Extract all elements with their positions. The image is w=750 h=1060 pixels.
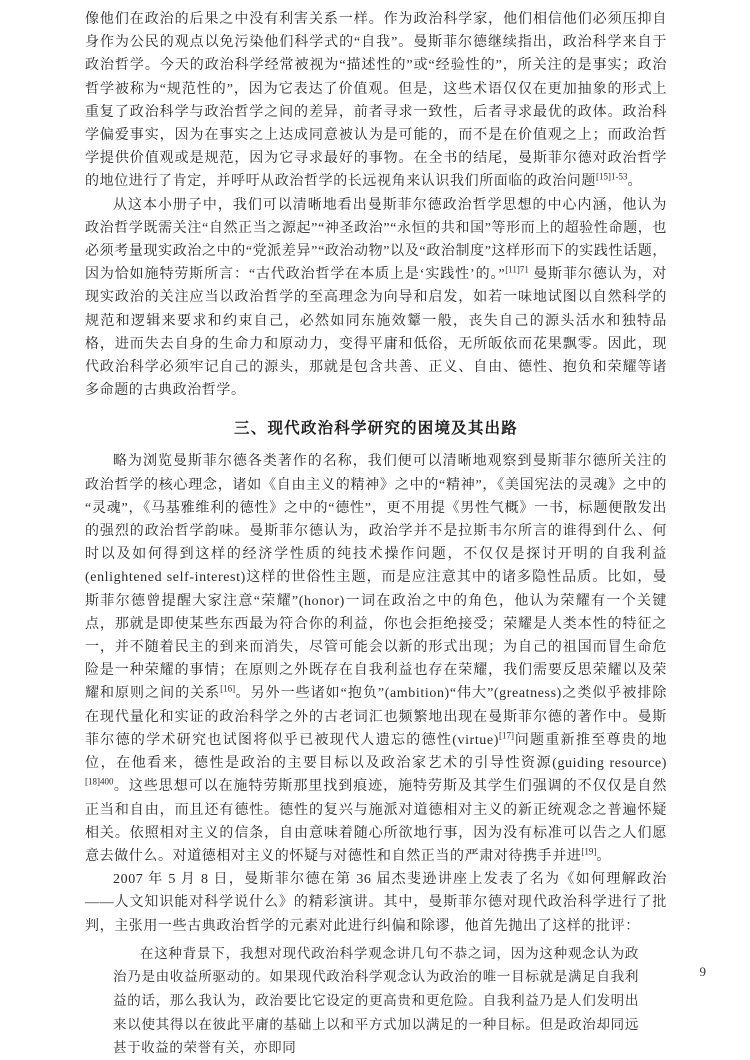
text-run: 略为浏览曼斯菲尔德各类著作的名称，我们便可以清晰地观察到曼斯菲尔德所关注的政治哲学的核心理念，诸如《自由主义的精神》之中的“精神”，《美国宪法的灵魂》之中的“灵魂”，《马基雅维利的德性》之中的“德性”，更不用提《男性气概》一书，标题便散发出的强烈的政治哲学韵味。曼斯菲尔德认为，政治学并不是拉斯韦尔所言的谁得到什么、何时以及如何得到这样的经济学性质的纯技术操作问题，不仅仅是探讨开明的自我利益(enlightened self-interest)这样的世俗性主题，而是应注意其中的诸多隐性品质。比如，曼斯菲尔德曾提醒大家注意“荣耀”(honor)一词在政治之中的角色，他认为荣耀有一个关键点，那就是即使某些东西最为符合你的利益，你也会拒绝接受；荣耀是人类本性的特征之一，并不随着民主的到来而消失，尽管可能会以新的形式出现；为自己的祖国而冒生命危险是一种荣耀的事情；在原则之外既存在自我利益也存在荣耀，我们需要反思荣耀以及荣耀和原则之间的关系: [85, 454, 667, 702]
footnote-ref: [18]400: [85, 776, 114, 787]
block-quote: [85, 942, 667, 1060]
footnote-ref: [16]: [220, 683, 236, 694]
footnote-ref: [11]71: [505, 264, 529, 275]
text-run: 从这本小册子中，我们可以清晰地看出曼斯菲尔德政治哲学思想的中心内涵，他认为政治哲学既需关注“自然正当之源起”“神圣政治”“永恒的共和国”等形而上的超验性命题，也必须考量现实政治之中的“党派差异”“政治动物”以及“政治制度”这样形而下的实践性话题，因为恰如施特劳斯所言：“古代政治哲学在本质上是‘实践性’的。”: [85, 197, 667, 283]
footnote-ref: [19]: [581, 846, 597, 857]
page-number: 9: [699, 964, 706, 979]
text-run: 。: [627, 174, 643, 190]
paragraph: [85, 8, 667, 194]
text-run: 2007 年 5 月 8 日，曼斯菲尔德在第 36 届杰斐逊讲座上发表了名为《如何理解政治——人文知识能对科学说什么》的精彩演讲。其中，曼斯菲尔德对现代政治科学进行了批判，主张用一些古典政治哲学的元素对此进行纠偏和除谬，他首先抛出了这样的批评：: [85, 872, 667, 934]
text-run: 像他们在政治的后果之中没有利害关系一样。作为政治科学家，他们相信他们必须压抑自身作为公民的观点以免污染他们科学式的“自我”。曼斯菲尔德继续指出，政治科学来自于政治哲学。今天的政治科学经常被视为“描述性的”或“经验性的”，所关注的是事实；政治哲学被称为“规范性的”，因为它表达了价值观。但是，这些术语仅仅在更加抽象的形式上重复了政治科学与政治哲学之间的差异，前者寻求一致性，后者寻求最优的政体。政治科学偏爱事实，因为在事实之上达成同意被认为是可能的，而不是在价值观之上；而政治哲学提供价值观或是规范，因为它寻求最好的事物。在全书的结尾，曼斯菲尔德对政治哲学的地位进行了肯定，并呼吁从政治哲学的长远视角来认识我们所面临的政治问题: [85, 12, 667, 190]
footnote-ref: [17]: [499, 730, 514, 741]
text-run: 。: [596, 848, 612, 864]
text-run: 。另外一些诸如“抱负”(ambition)“伟大”(greatness)之类似乎被排除在现代量化和实证的政治科学之外的古老词汇也频繁地出现在曼斯菲尔德的著作中。曼斯菲尔德的学术研究也试图将似乎已被现代人遗忘的德性(virtue): [85, 686, 668, 748]
paragraph: [85, 450, 667, 868]
text-run: 。这些思想可以在施特劳斯那里找到痕迹，施特劳斯及其学生们强调的不仅仅是自然正当和自由，而且还有德性。德性的复兴与施派对道德相对主义的新正统观念之普遍怀疑相关。依照相对主义的信条，自由意味着随心所欲地行事，因为没有标准可以告之人们愿意去做什么。对道德相对主义的怀疑与对德性和自然正当的严肃对待携手并进: [85, 779, 667, 864]
section-heading: 三、现代政治科学研究的困境及其出路: [234, 420, 518, 438]
text-run: 在这种背景下，我想对现代政治科学观念讲几句不恭之词，因为这种观念认为政治乃是由收益所驱动的。如果现代政治科学观念认为政治的唯一目标就是满足自我利益的话，那么我认为，政治要比它设定的更高贵和更危险。自我利益乃是人们发明出来以使其得以在彼此平庸的基础上以和平方式加以满足的一种目标。但是政治却同远甚于收益的荣誉有关，亦即同: [113, 945, 639, 1056]
paragraph: [85, 868, 667, 938]
footnote-ref: [15]1-53: [596, 171, 628, 182]
paragraph: [85, 194, 667, 403]
text-run: 曼斯菲尔德认为，对现实政治的关注应当以政治哲学的至高理念为向导和启发，如若一味地试图以自然科学的规范和逻辑来要求和约束自己，必然如同东施效颦一般，丧失自己的源头活水和独特品格，进而失去自身的生命力和原动力，变得平庸和低俗，无所皈依而花果飘零。因此，现代政治科学必须牢记自己的源头，那就是包含共善、正义、自由、德性、抱负和荣耀等诸多命题的古典政治哲学。: [85, 267, 668, 399]
document-body: [85, 8, 667, 1060]
text-run: 问题重新推至尊贵的地位，在他看来，德性是政治的主要目标以及政治家艺术的引导性资源(guiding resource): [85, 732, 668, 772]
